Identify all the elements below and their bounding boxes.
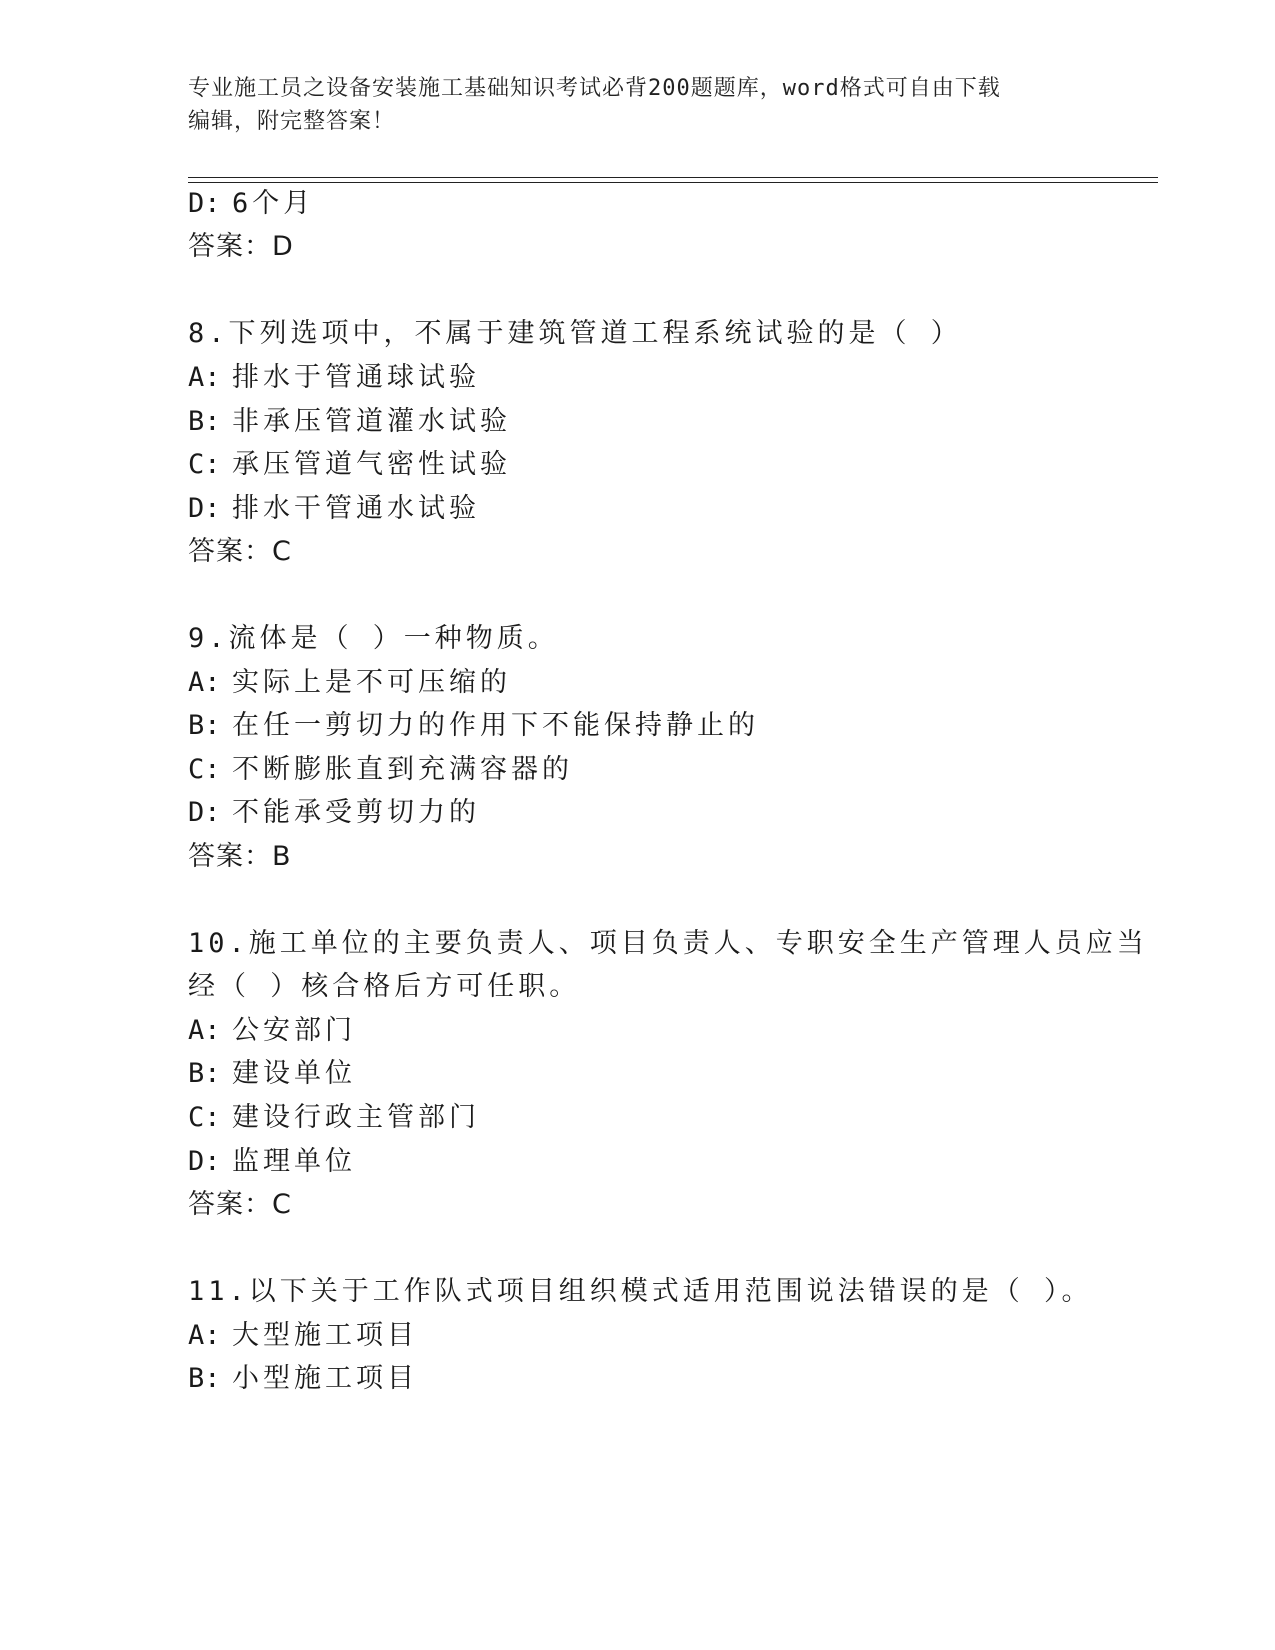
q10-option-b [188,1056,356,1092]
header-title-line1: 专业施工员之设备安装施工基础知识考试必背200题题库，word格式可自由下载 [188,76,1001,101]
option-label: B: [188,1363,221,1394]
q10-answer: 答案：C [188,1189,292,1220]
option-text: 排水于管通球试验 [232,362,480,393]
q9-option-a [188,665,511,701]
option-text: 不断膨胀直到充满容器的 [232,754,573,785]
option-text: 在任一剪切力的作用下不能保持静止的 [232,710,759,741]
option-label: C: [188,449,221,480]
q11-option-b [188,1361,418,1397]
option-label: D: [188,493,221,524]
header-divider-top [188,177,1158,178]
q10-option-a [188,1013,356,1049]
header-title-line2: 编辑，附完整答案！ [188,109,396,134]
prev-option-d [188,186,314,222]
header-divider-bottom [188,182,1158,183]
option-text: 公安部门 [232,1015,356,1046]
option-text: 不能承受剪切力的 [232,797,480,828]
option-text: 非承压管道灌水试验 [232,406,511,437]
document-page [188,0,1158,1650]
option-text: 大型施工项目 [232,1320,418,1351]
q9-option-c [188,752,573,788]
q8-answer: 答案：C [188,536,292,567]
q10-option-c [188,1100,480,1136]
q10-stem-line2: 经（ ）核合格后方可任职。 [188,971,581,1002]
q8-stem: 8.下列选项中，不属于建筑管道工程系统试验的是（ ） [188,318,962,349]
option-text: 建设单位 [232,1058,356,1089]
prev-answer: 答案：D [188,231,294,262]
option-label: A: [188,1015,221,1046]
q8-option-d [188,491,480,527]
q11-option-a [188,1318,418,1354]
option-label: D: [188,188,221,219]
option-label: D: [188,797,221,828]
option-label: A: [188,362,221,393]
option-text: 承压管道气密性试验 [232,449,511,480]
q8-option-a [188,360,480,396]
document-header [188,72,1088,138]
option-text: 6个月 [232,188,315,219]
q11-stem: 11.以下关于工作队式项目组织模式适用范围说法错误的是（ ）。 [188,1276,1093,1307]
option-label: A: [188,667,221,698]
option-label: C: [188,1102,221,1133]
q9-answer: 答案：B [188,841,292,872]
q9-option-b [188,708,759,744]
option-label: C: [188,754,221,785]
option-text: 排水干管通水试验 [232,493,480,524]
q8-option-b [188,404,511,440]
option-text: 建设行政主管部门 [232,1102,480,1133]
option-text: 小型施工项目 [232,1363,418,1394]
option-label: B: [188,710,221,741]
option-label: B: [188,1058,221,1089]
option-label: D: [188,1146,221,1177]
option-label: B: [188,406,221,437]
option-label: A: [188,1320,221,1351]
q10-option-d [188,1144,356,1180]
option-text: 监理单位 [232,1146,356,1177]
q10-stem-line1: 10.施工单位的主要负责人、项目负责人、专职安全生产管理人员应当 [188,928,1148,959]
q9-stem: 9.流体是（ ）一种物质。 [188,623,559,654]
option-text: 实际上是不可压缩的 [232,667,511,698]
q9-option-d [188,795,480,831]
q8-option-c [188,447,511,483]
